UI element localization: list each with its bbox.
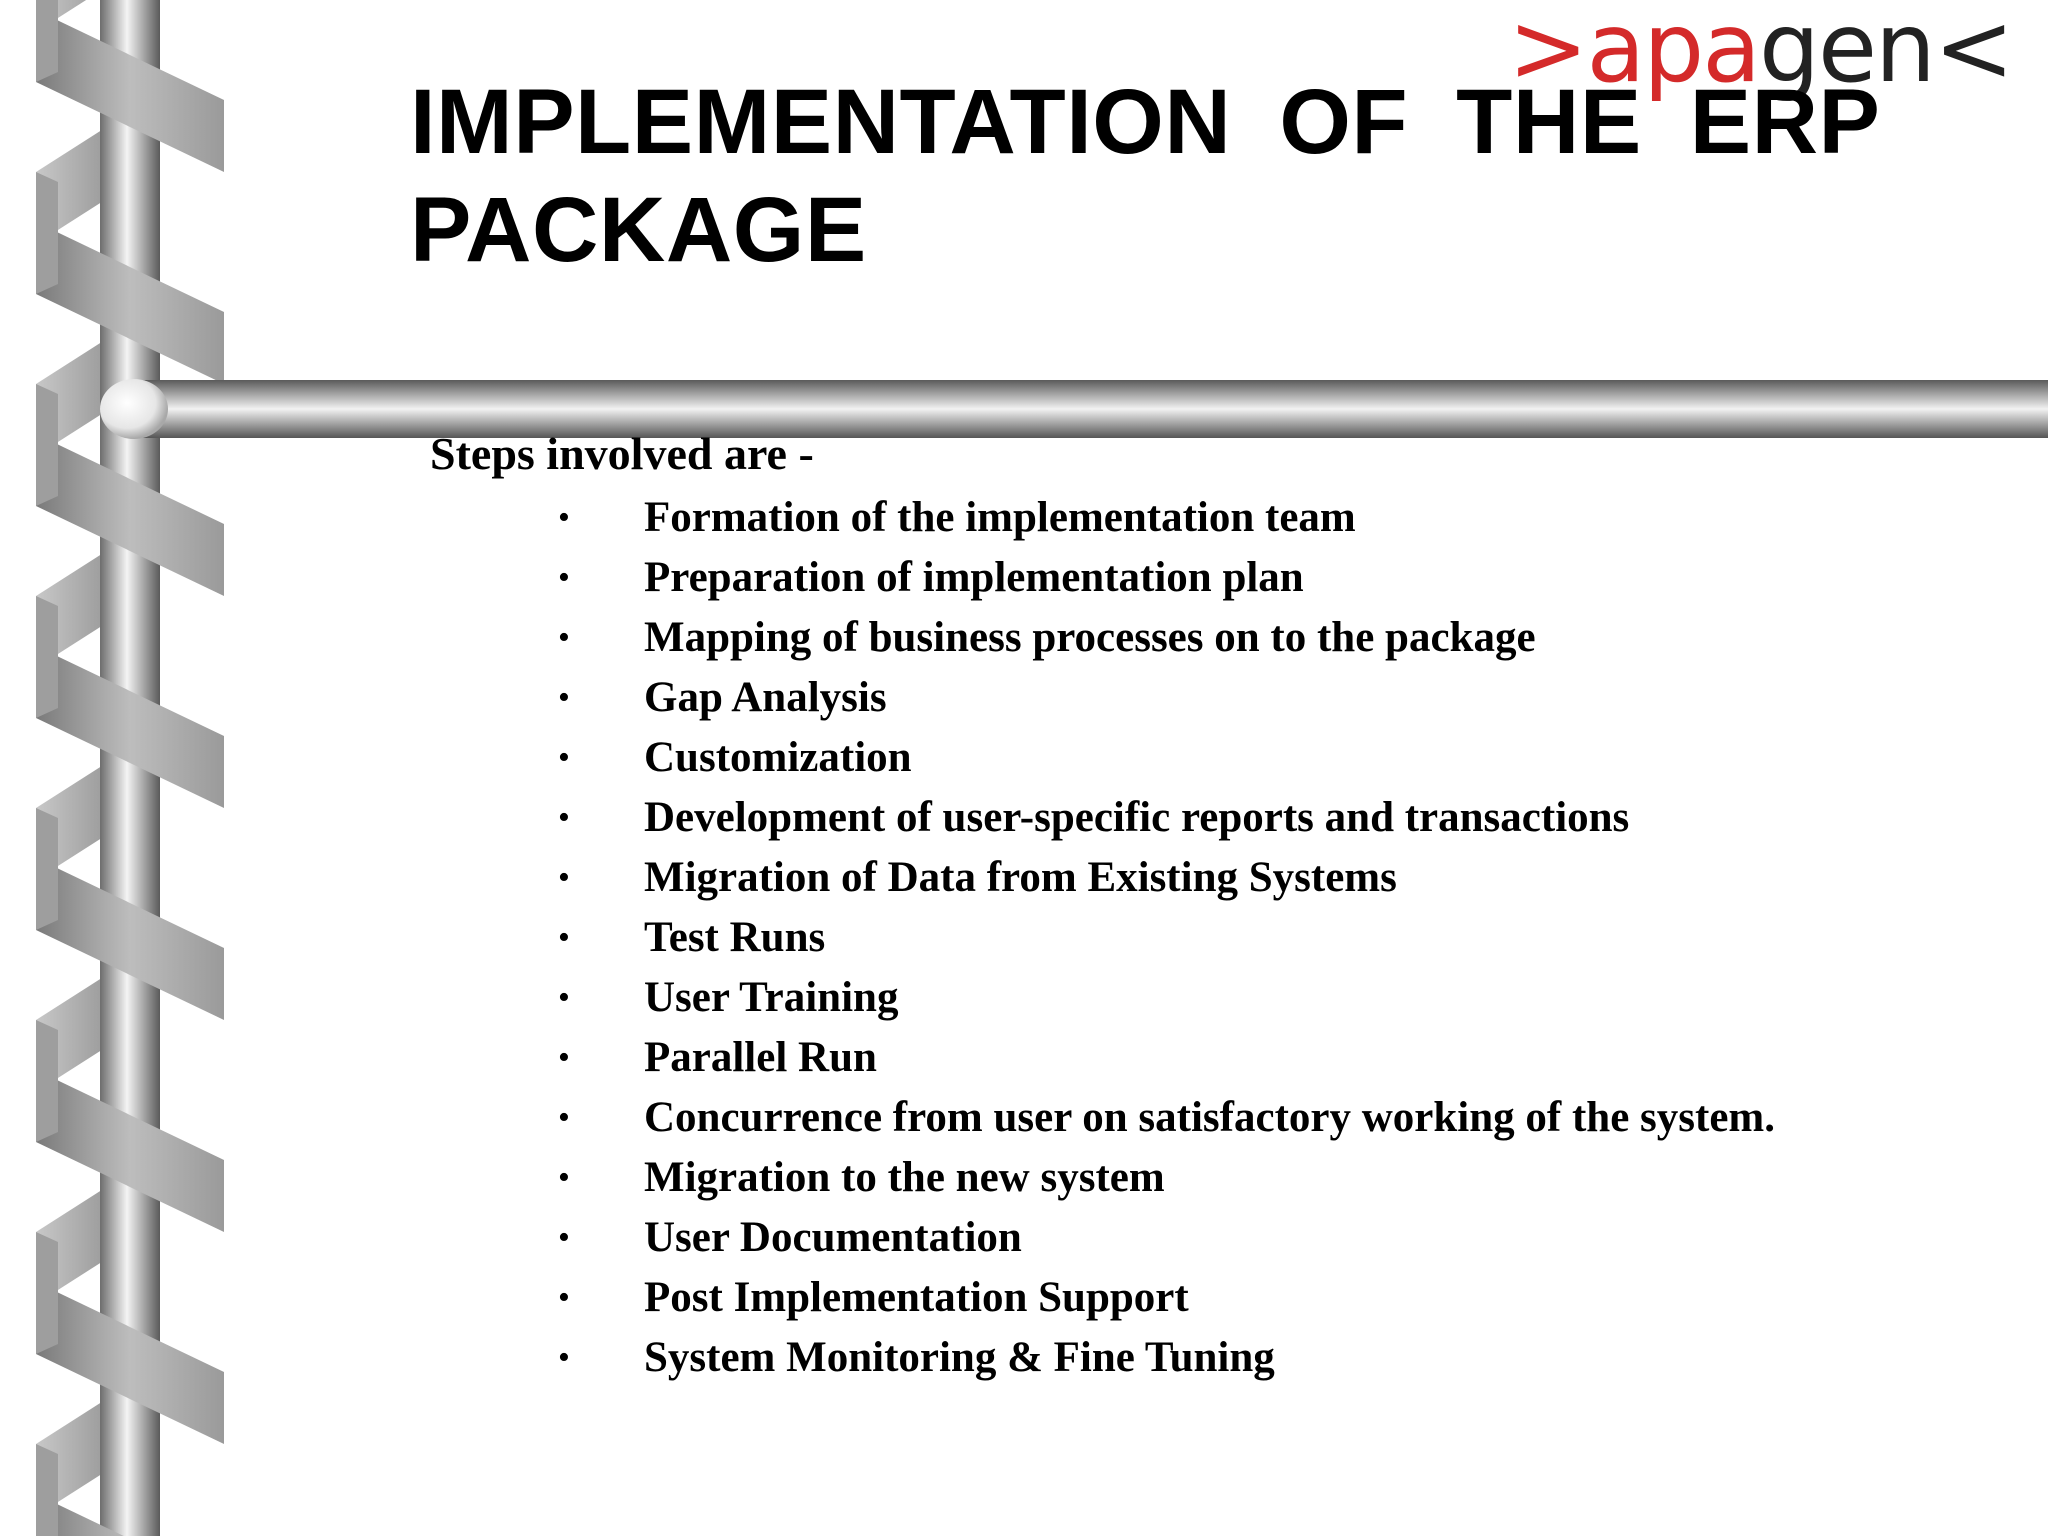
horizontal-bar <box>130 380 2048 438</box>
bullet-icon: • <box>558 739 570 776</box>
bullet-icon: • <box>558 619 570 656</box>
step-text: Migration to the new system <box>644 1154 1165 1201</box>
bullet-icon: • <box>558 799 570 836</box>
step-text: Customization <box>644 734 912 781</box>
bar-knob <box>100 379 168 439</box>
list-item <box>0 488 2048 548</box>
bullet-icon: • <box>558 1279 570 1316</box>
list-item <box>0 968 2048 1028</box>
list-item <box>0 1328 2048 1388</box>
list-item <box>0 848 2048 908</box>
bullet-icon: • <box>558 1219 570 1256</box>
logo-dark-text: gen< <box>1759 0 2013 104</box>
bullet-icon: • <box>558 979 570 1016</box>
bullet-icon: • <box>558 1159 570 1196</box>
steps-intro: Steps involved are - <box>430 428 814 479</box>
ribbon-fold <box>36 172 58 294</box>
bullet-icon: • <box>558 679 570 716</box>
step-text: Gap Analysis <box>644 674 887 721</box>
bullet-icon: • <box>558 559 570 596</box>
step-text: User Training <box>644 974 899 1021</box>
step-text: System Monitoring & Fine Tuning <box>644 1334 1275 1381</box>
list-item <box>0 908 2048 968</box>
list-item <box>0 1268 2048 1328</box>
step-text: Migration of Data from Existing Systems <box>644 854 1397 901</box>
step-text: User Documentation <box>644 1214 1022 1261</box>
list-item <box>0 608 2048 668</box>
bullet-icon: • <box>558 1039 570 1076</box>
ribbon-fold <box>36 0 58 82</box>
step-text: Test Runs <box>644 914 826 961</box>
step-text: Preparation of implementation plan <box>644 554 1304 601</box>
step-text: Concurrence from user on satisfactory working of the system. <box>644 1094 1775 1141</box>
step-text: Development of user-specific reports and transactions <box>644 794 1630 841</box>
list-item <box>0 1208 2048 1268</box>
bullet-icon: • <box>558 919 570 956</box>
bullet-icon: • <box>558 499 570 536</box>
bullet-icon: • <box>558 1339 570 1376</box>
logo-accent-text: >apa <box>1508 0 1760 104</box>
list-item <box>0 728 2048 788</box>
page-title: IMPLEMENTATION OF THE ERP PACKAGE <box>410 71 1879 281</box>
step-text: Formation of the implementation team <box>644 494 1356 541</box>
list-item <box>0 1148 2048 1208</box>
ribbon-fold <box>36 1444 58 1536</box>
list-item <box>0 788 2048 848</box>
bullet-icon: • <box>558 1099 570 1136</box>
steps-list <box>0 488 2048 1388</box>
list-item <box>0 548 2048 608</box>
step-text: Parallel Run <box>644 1034 877 1081</box>
list-item <box>0 668 2048 728</box>
list-item <box>0 1088 2048 1148</box>
step-text: Post Implementation Support <box>644 1274 1189 1321</box>
bullet-icon: • <box>558 859 570 896</box>
step-text: Mapping of business processes on to the package <box>644 614 1536 661</box>
list-item <box>0 1028 2048 1088</box>
